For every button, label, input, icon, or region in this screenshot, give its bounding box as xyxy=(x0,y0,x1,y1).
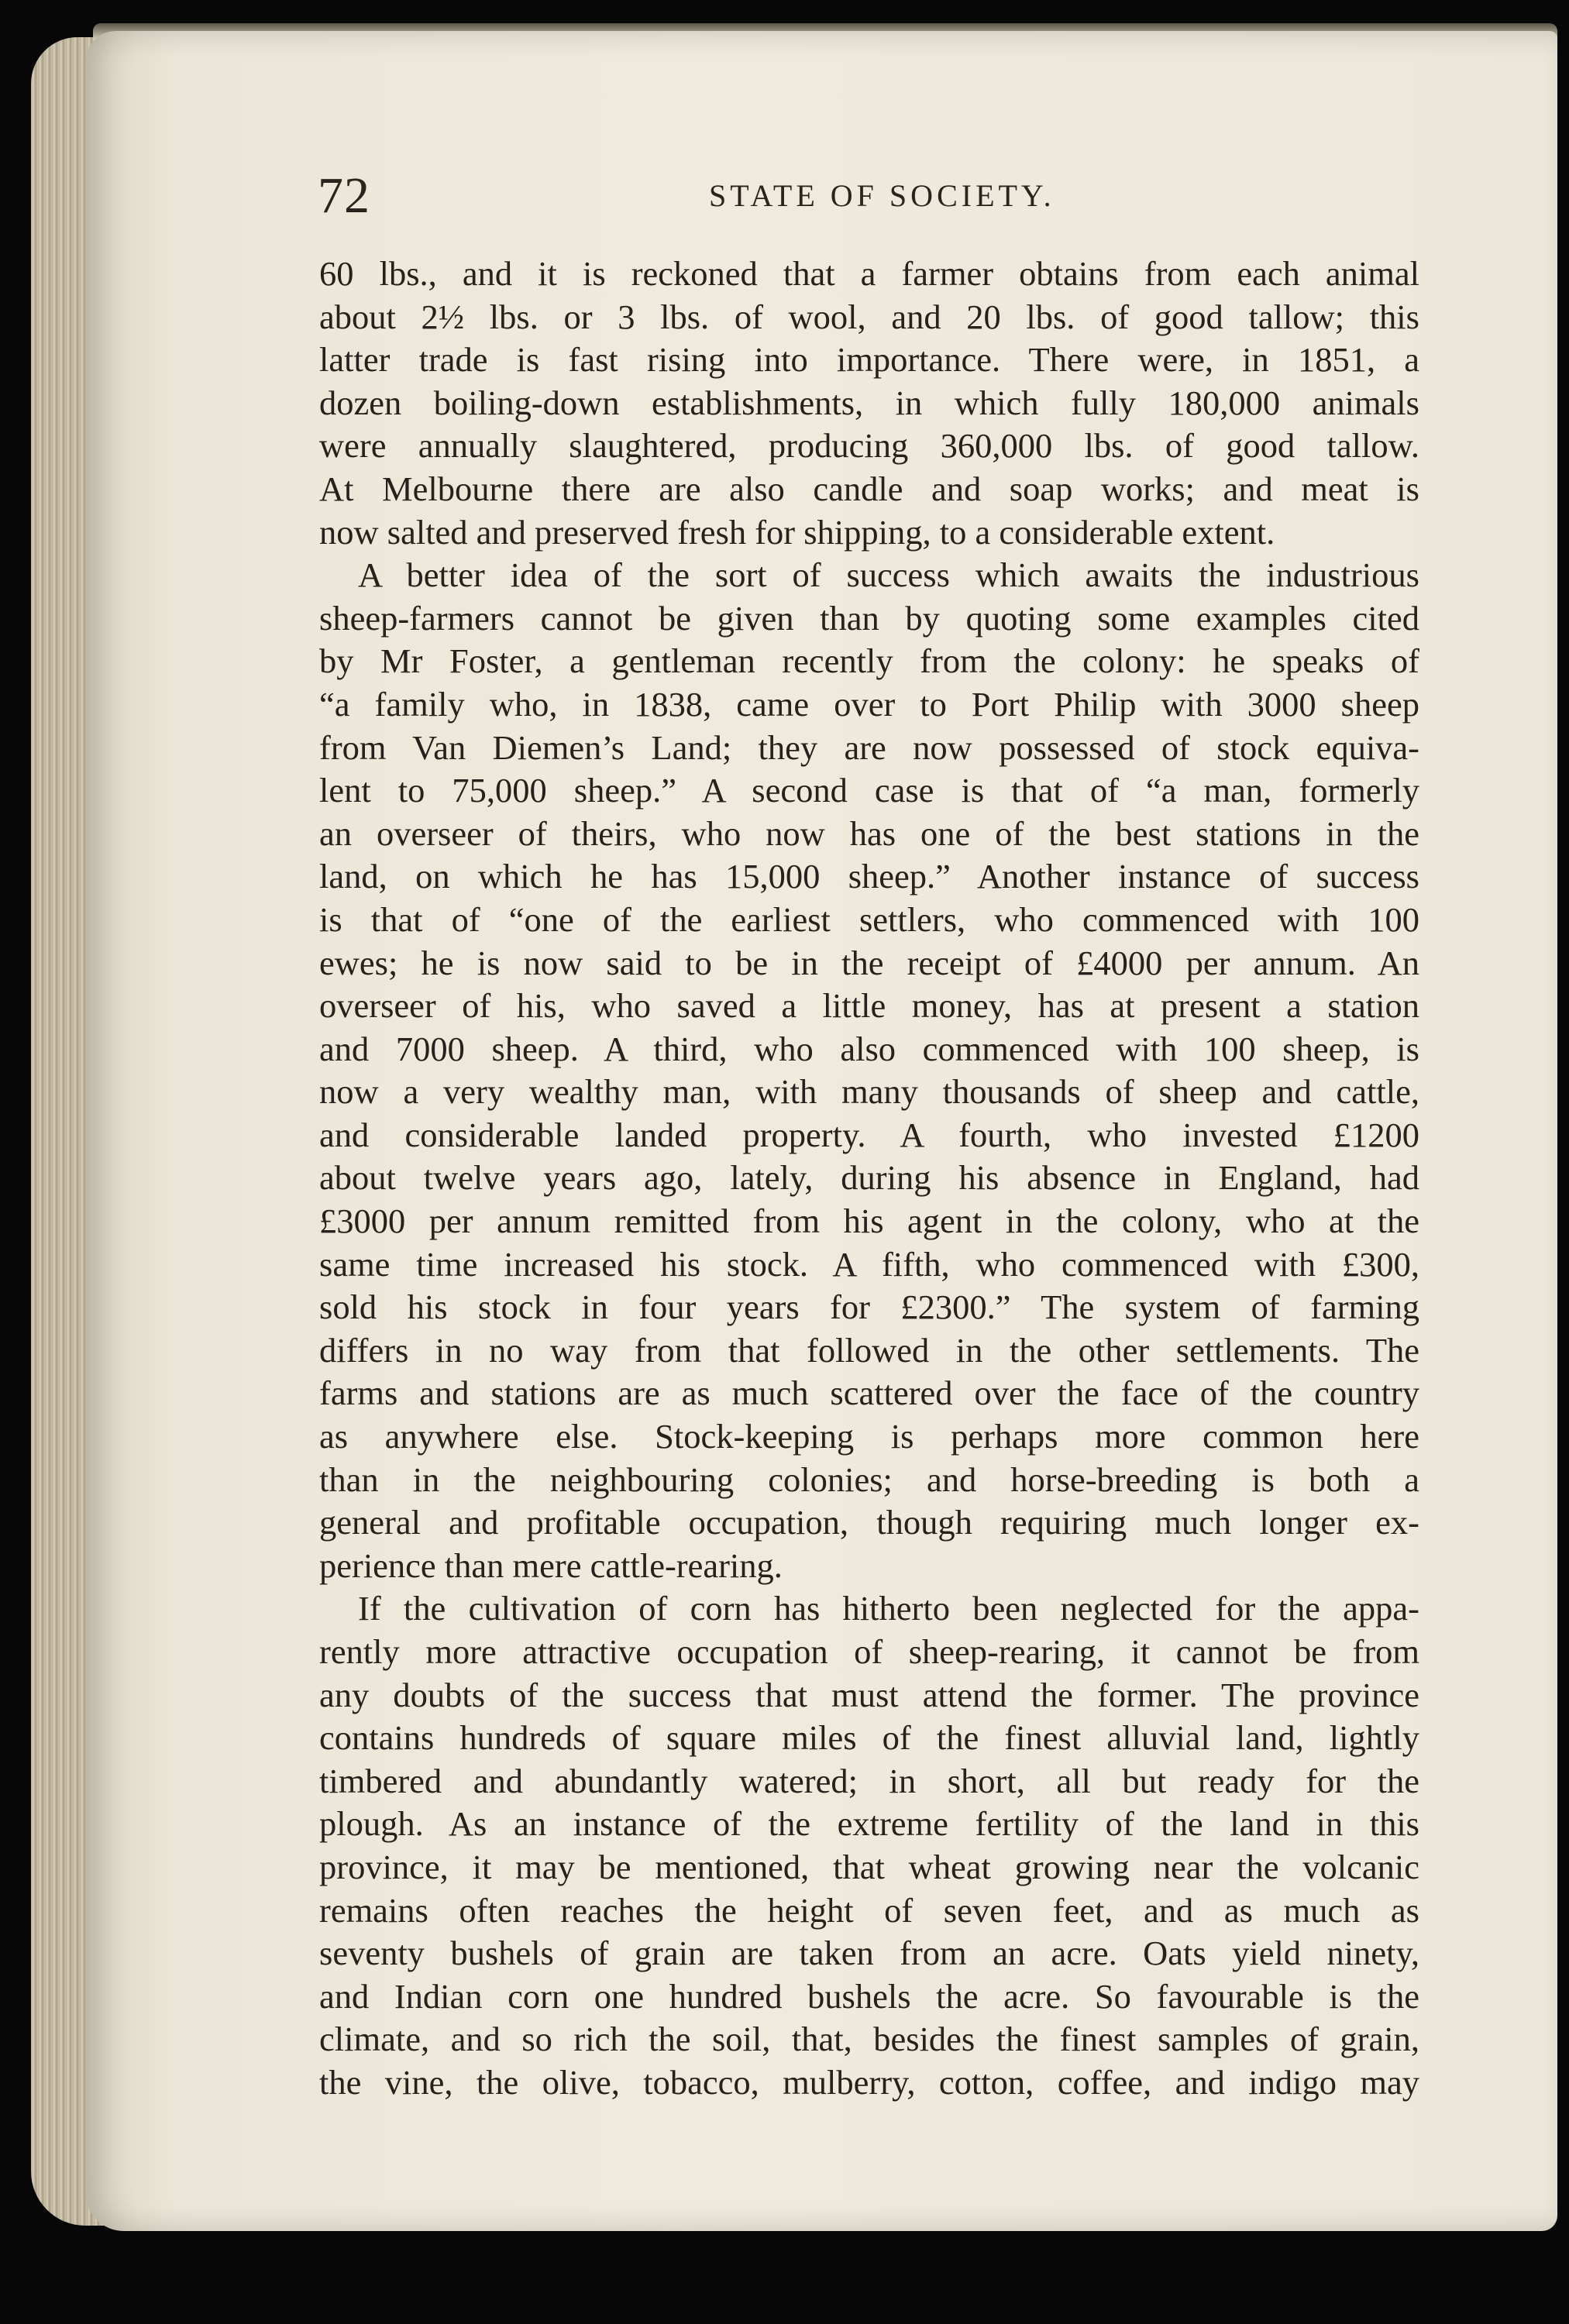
text-line: ewes; he is now said to be in the receipt of £4000 per annum. An xyxy=(319,943,1419,982)
text-line: were annually slaughtered, producing 360,000 lbs. of good tallow. xyxy=(319,426,1419,466)
text-line: plough. As an instance of the extreme fertility of the land in this xyxy=(319,1804,1419,1844)
text-line: contains hundreds of square miles of the finest alluvial land, lightly xyxy=(319,1718,1419,1758)
text-line: about 2½ lbs. or 3 lbs. of wool, and 20 lbs. of good tallow; this xyxy=(319,297,1419,336)
text-line: rently more attractive occupation of sheep-rearing, it cannot be from xyxy=(319,1632,1419,1671)
text-line: the vine, the olive, tobacco, mulberry, cotton, coffee, and indigo may xyxy=(319,2062,1419,2102)
text-line: province, it may be mentioned, that wheat growing near the volcanic xyxy=(319,1847,1419,1886)
text-line: If the cultivation of corn has hitherto been neglected for the appa- xyxy=(358,1589,1419,1628)
text-line: dozen boiling-down establishments, in which fully 180,000 animals xyxy=(319,383,1419,422)
text-line: differs in no way from that followed in the other settlements. The xyxy=(319,1330,1419,1370)
text-line: an overseer of theirs, who now has one of the best stations in the xyxy=(319,813,1419,853)
text-line: seventy bushels of grain are taken from an acre. Oats yield ninety, xyxy=(319,1934,1419,1973)
text-line: farms and stations are as much scattered over the face of the country xyxy=(319,1373,1419,1413)
text-line: from Van Diemen’s Land; they are now possessed of stock equiva- xyxy=(319,727,1419,767)
page-header xyxy=(318,167,1418,224)
text-line: general and profitable occupation, though requiring much longer ex- xyxy=(319,1503,1419,1542)
text-line: overseer of his, who saved a little money, has at present a station xyxy=(319,986,1419,1026)
text-line: 60 lbs., and it is reckoned that a farmer obtains from each animal xyxy=(319,254,1419,293)
text-line: is that of “one of the earliest settlers, who commenced with 100 xyxy=(319,899,1419,939)
text-line: sold his stock in four years for £2300.” The system of farming xyxy=(319,1287,1419,1327)
text-line: timbered and abundantly watered; in short, all but ready for the xyxy=(319,1761,1419,1800)
text-line: remains often reaches the height of seven feet, and as much as xyxy=(319,1890,1419,1930)
text-line: land, on which he has 15,000 sheep.” Another instance of success xyxy=(319,857,1419,896)
text-line: and considerable landed property. A fourth, who invested £1200 xyxy=(319,1115,1419,1154)
text-line: lent to 75,000 sheep.” A second case is that of “a man, formerly xyxy=(319,771,1419,810)
text-line: perience than mere cattle-rearing. xyxy=(319,1545,783,1585)
text-line: same time increased his stock. A fifth, who commenced with £300, xyxy=(319,1244,1419,1284)
running-head: STATE OF SOCIETY. xyxy=(709,178,1055,213)
text-line: than in the neighbouring colonies; and horse-breeding is both a xyxy=(319,1459,1419,1499)
text-line: now salted and preserved fresh for shipping, to a considerable extent. xyxy=(319,512,1275,552)
body-text xyxy=(319,253,1419,2105)
page-number: 72 xyxy=(318,167,370,224)
text-line: sheep-farmers cannot be given than by quoting some examples cited xyxy=(319,598,1419,638)
text-line: and Indian corn one hundred bushels the acre. So favourable is the xyxy=(319,1976,1419,2016)
text-line: about twelve years ago, lately, during his absence in England, had xyxy=(319,1158,1419,1198)
text-line: any doubts of the success that must attend the former. The province xyxy=(319,1675,1419,1714)
text-line: climate, and so rich the soil, that, besides the finest samples of grain, xyxy=(319,2020,1419,2059)
text-line: A better idea of the sort of success which awaits the industrious xyxy=(358,555,1419,595)
text-line: “a family who, in 1838, came over to Port Philip with 3000 sheep xyxy=(319,684,1419,724)
text-line: £3000 per annum remitted from his agent in the colony, who at the xyxy=(319,1202,1419,1241)
text-line: At Melbourne there are also candle and soap works; and meat is xyxy=(319,469,1419,508)
text-line: by Mr Foster, a gentleman recently from the colony: he speaks of xyxy=(319,641,1419,681)
text-line: and 7000 sheep. A third, who also commenced with 100 sheep, is xyxy=(319,1029,1419,1068)
text-line: now a very wealthy man, with many thousands of sheep and cattle, xyxy=(319,1072,1419,1112)
text-line: latter trade is fast rising into importance. There were, in 1851, a xyxy=(319,340,1419,380)
text-line: as anywhere else. Stock-keeping is perhaps more common here xyxy=(319,1417,1419,1456)
